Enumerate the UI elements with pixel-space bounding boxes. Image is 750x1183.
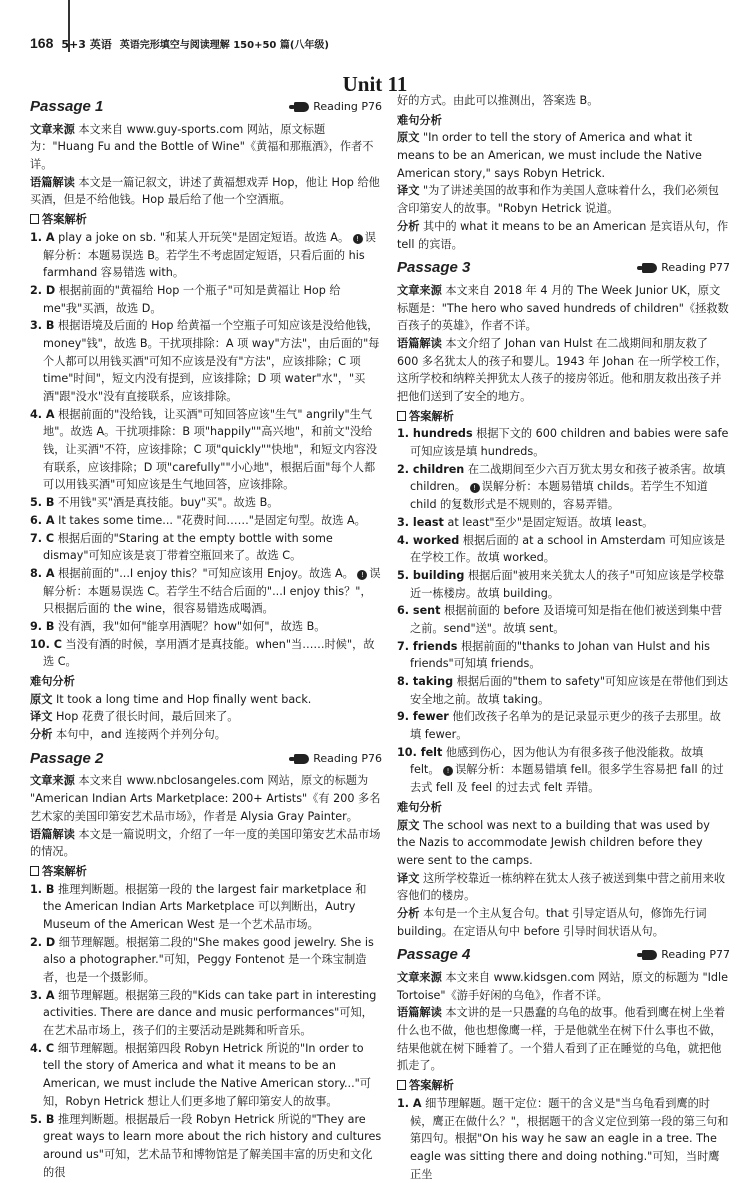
- answer-explanation: 细节理解题。根据第三段的"Kids can take part in interesting activities. There are dance and music performances"可知，在艺术品市场上，孩子们的主要活动是跳舞和听音乐。: [43, 988, 377, 1038]
- document-icon: [30, 866, 39, 876]
- answer-explanation: 根据前面的 before 及语境可知是指在他们被送到集中营之前。send"送"。故填 sent。: [410, 604, 723, 635]
- answers-heading: 答案解析: [397, 1077, 730, 1095]
- answer-number: 1. A: [397, 1096, 422, 1110]
- answer-item: [30, 881, 382, 934]
- answer-item: [397, 638, 730, 673]
- answer-item: [397, 673, 730, 708]
- article-source: 文章来源 本文来自 www.guy-sports.com 网站，原文标题为："Huang Fu and the Bottle of Wine"《黄福和那瓶酒》，作者不详。: [30, 122, 374, 172]
- pointing-hand-icon: [642, 950, 657, 960]
- difficult-translation: 译文 "为了讲述美国的故事和作为美国人意味着什么，我们必须包含印第安人的故事。"Robyn Hetrick 说道。: [397, 184, 719, 216]
- error-analysis: 误解分析：本题易错填 fell。很多学生容易把 fall 的过去式 fell 及 feel 的过去式 felt 弄错。: [410, 763, 724, 795]
- answer-item: [30, 1040, 382, 1111]
- answer-explanation: 细节理解题。根据第二段的"She makes good jewelry. She is also a photographer."可知，Peggy Fontenot 是一个珠宝制造者，也是一个摄影师。: [43, 935, 374, 984]
- answers-heading: 答案解析: [397, 408, 730, 426]
- warning-icon: !: [443, 766, 453, 776]
- answer-explanation: 根据前面的"...I enjoy this？"可知应该用 Enjoy。故选 A。: [58, 566, 354, 580]
- answer-item: [30, 636, 382, 671]
- answer-list: [30, 229, 382, 671]
- answer-explanation: 根据后面的 at a school in Amsterdam 可知应该是在学校工作。故填 worked。: [410, 533, 726, 565]
- answer-explanation: It takes some time... "花费时间……"是固定句型。故选 A。: [58, 513, 366, 527]
- passage-title: Passage 2: [30, 749, 104, 767]
- answer-explanation: 根据下文的 600 children and babies were safe 可知应该是填 hundreds。: [410, 427, 729, 459]
- answer-item: [30, 512, 382, 530]
- answer-number: 5. building: [397, 568, 465, 582]
- answer-list: [397, 1095, 730, 1183]
- answers-heading: 答案解析: [30, 863, 382, 881]
- answer-explanation: 不用钱"买"酒是真技能。buy"买"。故选 B。: [58, 496, 279, 510]
- reading-reference: [642, 946, 730, 963]
- passage-2-heading: [30, 747, 382, 771]
- passage-analysis: 语篇解读 本文介绍了 Johan van Hulst 在二战期间和朋友救了 600 多名犹太人的孩子和婴儿。1943 年 Johan 在一所学校工作，这所学校和纳粹关押犹太人孩子的接房邻近。他和朋友救出孩子并把他们送到了安全的地方。: [397, 336, 728, 403]
- passage-analysis: 语篇解读 本文是一篇记叙文，讲述了黄福想戏弄 Hop，他让 Hop 给他买酒，但是不给他钱。Hop 最后给了他一个空酒瓶。: [30, 175, 380, 207]
- answer-item: [30, 229, 382, 282]
- answer-number: 4. A: [30, 407, 55, 421]
- answer-number: 7. C: [30, 531, 55, 545]
- answer-number: 5. B: [30, 1112, 55, 1126]
- answer-number: 8. taking: [397, 675, 454, 688]
- answer-number: 7. friends: [397, 639, 458, 653]
- difficult-analysis: 分析 本句中，and 连接两个并列分句。: [30, 728, 226, 742]
- answer-item: [397, 708, 730, 743]
- answer-explanation: 在二战期间至少六百万犹太男女和孩子被杀害。故填 children。: [410, 462, 726, 494]
- warning-icon: !: [353, 234, 363, 244]
- answer-item: [30, 530, 382, 565]
- answer-number: 3. A: [30, 988, 55, 1002]
- answer-number: 6. A: [30, 513, 55, 527]
- answer-explanation: play a joke on sb. "和某人开玩笑"是固定短语。故选 A。: [58, 230, 350, 244]
- passage-4-heading: [397, 943, 730, 967]
- answer-number: 2. children: [397, 462, 465, 476]
- answer-explanation: 根据语境及后面的 Hop 给黄福一个空瓶子可知应该是没给他钱，money"钱"，故选 B。干扰项排除：A 项 way"方法"，由后面的"每个人都可以用钱买酒"可知不应该是没有"方法"，应该排除；C 项 time"时间"，短文内没有提到，应该排除；D 项 water"水"，"买酒"跟"没水"没有直接联系，应该排除。: [43, 319, 380, 403]
- answer-number: 8. A: [30, 566, 55, 580]
- answer-list: [397, 425, 730, 796]
- document-icon: [397, 1080, 406, 1090]
- page-header: [0, 0, 750, 52]
- warning-icon: !: [470, 483, 480, 493]
- answer-item: [397, 514, 730, 532]
- answer-item: [397, 1095, 730, 1183]
- difficult-heading: 难句分析: [30, 675, 75, 688]
- answer-explanation: 细节理解题。题干定位：题干的含义是"当乌龟看到鹰的时候，鹰正在做什么？"，根据题干的含义定位到第一段的第三句和第四句。根据"On his way he saw an eagle in a tree. The eagle was sitting there and doing nothing."可知，当时鹰正坐: [410, 1096, 729, 1181]
- left-column: [30, 92, 382, 1181]
- answer-number: 5. B: [30, 496, 55, 510]
- answer-number: 9. fewer: [397, 710, 449, 724]
- error-analysis: 误解分析：本题易误选 C。若学生不结合后面的"...I enjoy this？"，只根据后面的 the wine，很容易错选成喝酒。: [43, 566, 381, 616]
- answer-explanation: at least"至少"是固定短语。故填 least。: [447, 515, 654, 529]
- book-title: 英语完形填空与阅读理解 150+50 篇(八年级): [119, 40, 329, 51]
- answer-item: [30, 282, 382, 317]
- reading-ref-label: Reading P77: [661, 948, 730, 962]
- pointing-hand-icon: [642, 263, 657, 273]
- answers-heading: 答案解析: [30, 211, 382, 229]
- answer-number: 10. C: [30, 637, 62, 651]
- answer-number: 3. least: [397, 515, 444, 529]
- series-name: 5+3 英语: [61, 38, 112, 51]
- difficult-heading: 难句分析: [397, 113, 442, 127]
- passage-title: Passage 3: [397, 259, 471, 277]
- answer-explanation: 他感到伤心，因为他认为有很多孩子他没能救。故填 felt。: [410, 745, 704, 777]
- answer-explanation: 根据后面的"Staring at the empty bottle with some dismay"可知应该是哀丁带着空瓶回来了。故选 C。: [43, 531, 333, 563]
- answer-explanation: 细节理解题。根据第四段 Robyn Hetrick 所说的"In order to tell the story of America and what it means to be an American, we must include the Native American story..."可知，Robyn Hetrick 想让人们更多地了解印第安人的故事。: [43, 1041, 371, 1108]
- passage-1-heading: [30, 95, 382, 119]
- reading-ref-label: Reading P76: [313, 751, 382, 765]
- answer-explanation: 当没有酒的时候，享用酒才是真技能。when"当……时候"，故选 C。: [43, 637, 375, 669]
- answer-number: 4. worked: [397, 533, 460, 547]
- reading-reference: [294, 98, 382, 115]
- difficult-analysis: 分析 其中的 what it means to be an American 是宾语从句，作 tell 的宾语。: [397, 219, 729, 251]
- answer-item: [397, 567, 730, 602]
- page-number: 168: [30, 35, 54, 51]
- reading-reference: [642, 259, 730, 276]
- answer-explanation: 根据前面的"没给钱，让买酒"可知回答应该"生气" angrily"生气地"。故选 A。干扰项排除：B 项"happily""高兴地"，和前文"没给钱，让买酒"不符，应该排除；C 项"quickly""快地"，和短文内容没有联系，应该排除；D 项"carefully""小心地"，根据后面"每个人都可以用钱买酒"可知应该是生气地回答，应该排除。: [43, 407, 378, 492]
- error-analysis: 误解分析：本题易误选 B。若学生不考虑固定短语，只看后面的 his farmhand 容易错选 with。: [43, 230, 376, 280]
- answer-number: 2. D: [30, 283, 56, 297]
- answer-explanation: 没有酒，我"如何"能享用酒呢？how"如何"，故选 B。: [58, 619, 326, 633]
- answer-number: 9. B: [30, 619, 55, 633]
- pointing-hand-icon: [294, 754, 309, 764]
- answer-number: 1. A: [30, 230, 55, 244]
- answer-number: 4. C: [30, 1041, 55, 1055]
- article-source: 文章来源 本文来自 2018 年 4 月的 The Week Junior UK，原文标题是："The hero who saved hundreds of children"《拯救数百孩子的英雄》，作者不详。: [397, 283, 729, 333]
- passage-title: Passage 1: [30, 98, 104, 115]
- answer-explanation: 他们改孩子名单为的是记录显示更少的孩子去那里。故填 fewer。: [410, 710, 721, 742]
- passage-3-heading: [397, 256, 730, 280]
- answer-item: [30, 1111, 382, 1182]
- passage-analysis: 语篇解读 本文是一篇说明文，介绍了一年一度的美国印第安艺术品市场的情况。: [30, 827, 381, 859]
- answer-explanation: 根据后面的"them to safety"可知应该是在带他们到达安全地之前。故填 taking。: [410, 675, 729, 706]
- answer-item: [30, 934, 382, 987]
- answer-item: [397, 425, 730, 460]
- answer-explanation: 根据前面的"黄福给 Hop 一个瓶子"可知是黄福让 Hop 给 me"我"买酒，故选 D。: [43, 283, 341, 315]
- unit-title: Unit 11: [342, 72, 408, 96]
- answer-explanation: 根据后面"被用来关犹太人的孩子"可知应该是学校靠近一栋楼房。故填 building。: [410, 568, 725, 600]
- answer-list: [30, 881, 382, 1182]
- error-analysis: 误解分析：本题易错填 childs。若学生不知道 child 的复数形式是不规则的，容易弄错。: [410, 480, 708, 512]
- answer-item: [397, 461, 730, 514]
- answer-number: 1. hundreds: [397, 427, 473, 441]
- reading-ref-label: Reading P76: [313, 100, 382, 114]
- continued-text: 好的方式。由此可以推测出，答案选 B。: [397, 94, 599, 107]
- answer-item: [30, 618, 382, 636]
- answer-number: 3. B: [30, 319, 55, 333]
- difficult-original: 原文 The school was next to a building that was used by the Nazis to accommodate Jewish children before they were sent to the camps.: [397, 818, 710, 867]
- difficult-translation: 译文 Hop 花费了很长时间，最后回来了。: [30, 710, 239, 724]
- document-icon: [397, 411, 406, 421]
- passage-title: Passage 4: [397, 946, 471, 964]
- article-source: 文章来源 本文来自 www.kidsgen.com 网站，原文的标题为 "Idle Tortoise"《游手好闲的乌龟》，作者不详。: [397, 971, 728, 1002]
- answer-number: 6. sent: [397, 604, 441, 618]
- answer-item: [397, 744, 730, 797]
- answer-item: [30, 565, 382, 618]
- answer-item: [30, 494, 382, 512]
- answer-number: 2. D: [30, 935, 56, 949]
- answer-explanation: 推理判断题。根据最后一段 Robyn Hetrick 所说的"They are great ways to learn more about the rich history and cultures around us"可知，艺术品节和博物馆是了解美国丰富的历史和文化的很: [43, 1112, 382, 1179]
- difficult-original: 原文 It took a long time and Hop finally went back.: [30, 692, 312, 706]
- article-source: 文章来源 本文来自 www.nbclosangeles.com 网站，原文的标题为 "American Indian Arts Marketplace: 200+ Artists"《有 200 多名艺术家的美国印第安艺术品市场》，作者是 Alysia Gray Painter。: [30, 774, 381, 823]
- difficult-analysis: 分析 本句是一个主从复合句。that 引导定语从句，修饰先行词 building。在定语从句中 before 引导时间状语从句。: [397, 906, 707, 938]
- document-icon: [30, 214, 39, 224]
- answer-number: 1. B: [30, 882, 55, 896]
- answer-item: [397, 602, 730, 637]
- passage-analysis: 语篇解读 本文讲的是一只愚蠢的乌龟的故事。他看到鹰在树上坐着什么也不做，他也想像鹰一样，于是他就坐在树下什么事也不做，结果他就在树下睡着了。一个猎人看到了正在睡觉的乌龟，就把他抓走了。: [397, 1006, 726, 1073]
- reading-reference: [294, 750, 382, 767]
- answer-item: [30, 317, 382, 405]
- answer-item: [30, 987, 382, 1040]
- right-column: [397, 92, 730, 1183]
- answer-explanation: 推理判断题。根据第一段的 the largest fair marketplace 和 the American Indian Arts Marketplace 可以判断出，Autry Museum of the American West 是一个艺术品市场。: [43, 882, 367, 931]
- difficult-original: 原文 "In order to tell the story of America and what it means to be an American, we must include the Native American story," says Robyn Hetrick.: [397, 131, 702, 180]
- difficult-translation: 译文 这所学校靠近一栋纳粹在犹太人孩子被送到集中营之前用来收容他们的楼房。: [397, 871, 726, 903]
- pointing-hand-icon: [294, 102, 309, 112]
- warning-icon: !: [357, 570, 367, 580]
- answer-number: 10. felt: [397, 745, 443, 759]
- difficult-heading: 难句分析: [397, 800, 442, 814]
- answer-item: [30, 406, 382, 494]
- answer-explanation: 根据前面的"thanks to Johan van Hulst and his friends"可知填 friends。: [410, 639, 710, 671]
- answer-item: [397, 532, 730, 567]
- reading-ref-label: Reading P77: [661, 261, 730, 275]
